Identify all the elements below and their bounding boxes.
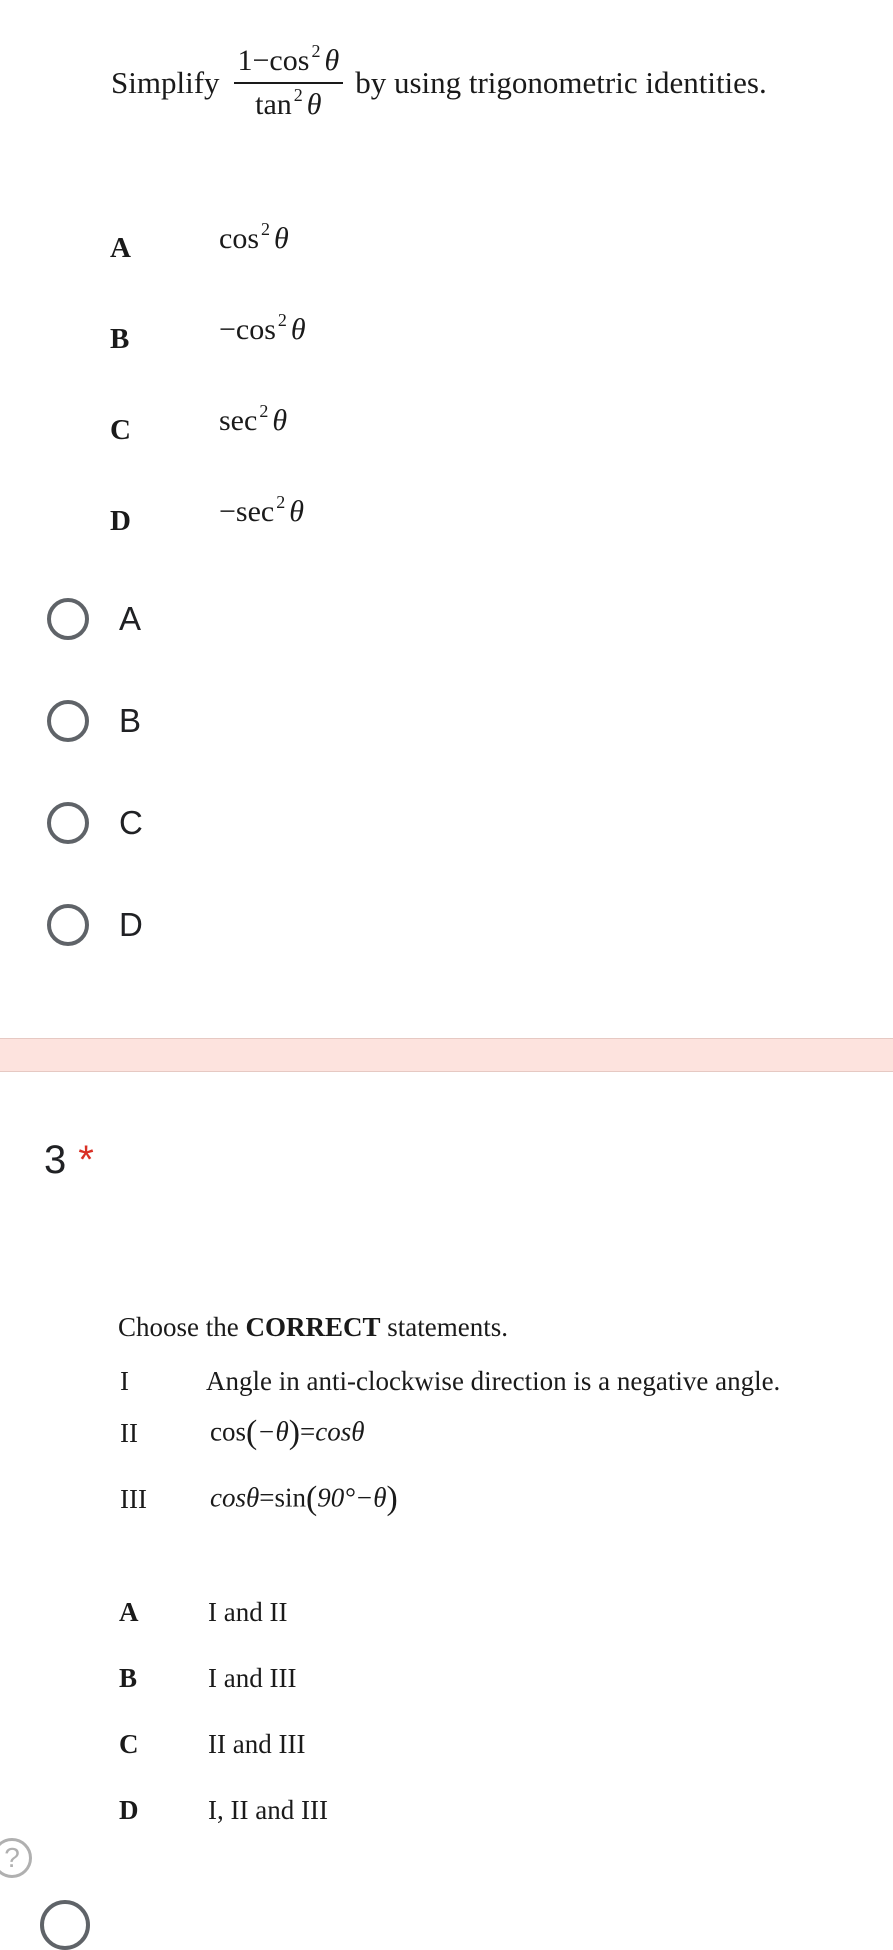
statement-3-math: cosθ=sin(90°−θ) <box>210 1480 398 1517</box>
radio-circle[interactable] <box>47 802 89 844</box>
required-asterisk: * <box>78 1138 94 1182</box>
q3-choice-d-text: I, II and III <box>208 1795 328 1825</box>
statement-1-numeral: I <box>120 1366 129 1396</box>
statement-2-math: cos(−θ)=cosθ <box>210 1414 365 1451</box>
question-number: 3 <box>44 1138 67 1182</box>
choice-a-letter: A <box>110 232 131 264</box>
q3-choice-b-letter: B <box>119 1663 138 1693</box>
statement-3-numeral: III <box>120 1484 147 1514</box>
prompt-text-before: Simplify <box>111 65 220 100</box>
radio-circle-partial[interactable] <box>40 1900 90 1950</box>
question-divider <box>0 1038 893 1072</box>
choice-c-letter: C <box>110 414 131 446</box>
q3-choice-c-letter: C <box>119 1729 139 1759</box>
q3-choice-a-letter: A <box>119 1597 139 1627</box>
radio-label: D <box>119 906 143 943</box>
q3-choice-b-text: I and III <box>208 1663 297 1693</box>
fraction-denominator: tan $^2$ θ <box>255 85 322 121</box>
radio-option-b[interactable] <box>47 700 141 742</box>
statement-2-numeral: II <box>120 1418 138 1448</box>
radio-circle[interactable] <box>47 904 89 946</box>
radio-label: A <box>119 600 142 637</box>
radio-circle[interactable] <box>47 700 89 742</box>
choice-b-math: −cos $^2$ θ <box>219 310 306 346</box>
radio-circle[interactable] <box>47 598 89 640</box>
q3-choice-d-letter: D <box>119 1795 139 1825</box>
question-2-prompt <box>111 41 767 122</box>
fraction-numerator: 1−cos $^2$ θ <box>234 44 344 84</box>
radio-label: B <box>119 702 142 739</box>
prompt-text-after: by using trigonometric identities. <box>355 65 767 100</box>
q3-choice-a-text: I and II <box>208 1597 288 1627</box>
q3-choice-c-text: II and III <box>208 1729 306 1759</box>
choice-d-math: −sec $^2$ θ <box>219 492 304 528</box>
fraction <box>234 41 344 122</box>
choice-a-math: cos $^2$ θ <box>219 219 289 255</box>
radio-option-c[interactable] <box>47 802 143 844</box>
choice-c-math: sec $^2$ θ <box>219 401 288 437</box>
statement-1-text: Angle in anti-clockwise direction is a negative angle. <box>206 1366 781 1396</box>
radio-label: C <box>119 804 143 841</box>
choice-b-letter: B <box>110 323 130 355</box>
question-3-title <box>44 1138 94 1183</box>
choice-d-letter: D <box>110 505 131 537</box>
radio-option-a[interactable] <box>47 598 141 640</box>
help-icon[interactable]: ? <box>0 1838 32 1878</box>
radio-option-d[interactable] <box>47 904 143 946</box>
question-3-prompt: Choose the CORRECT statements. <box>118 1312 508 1342</box>
